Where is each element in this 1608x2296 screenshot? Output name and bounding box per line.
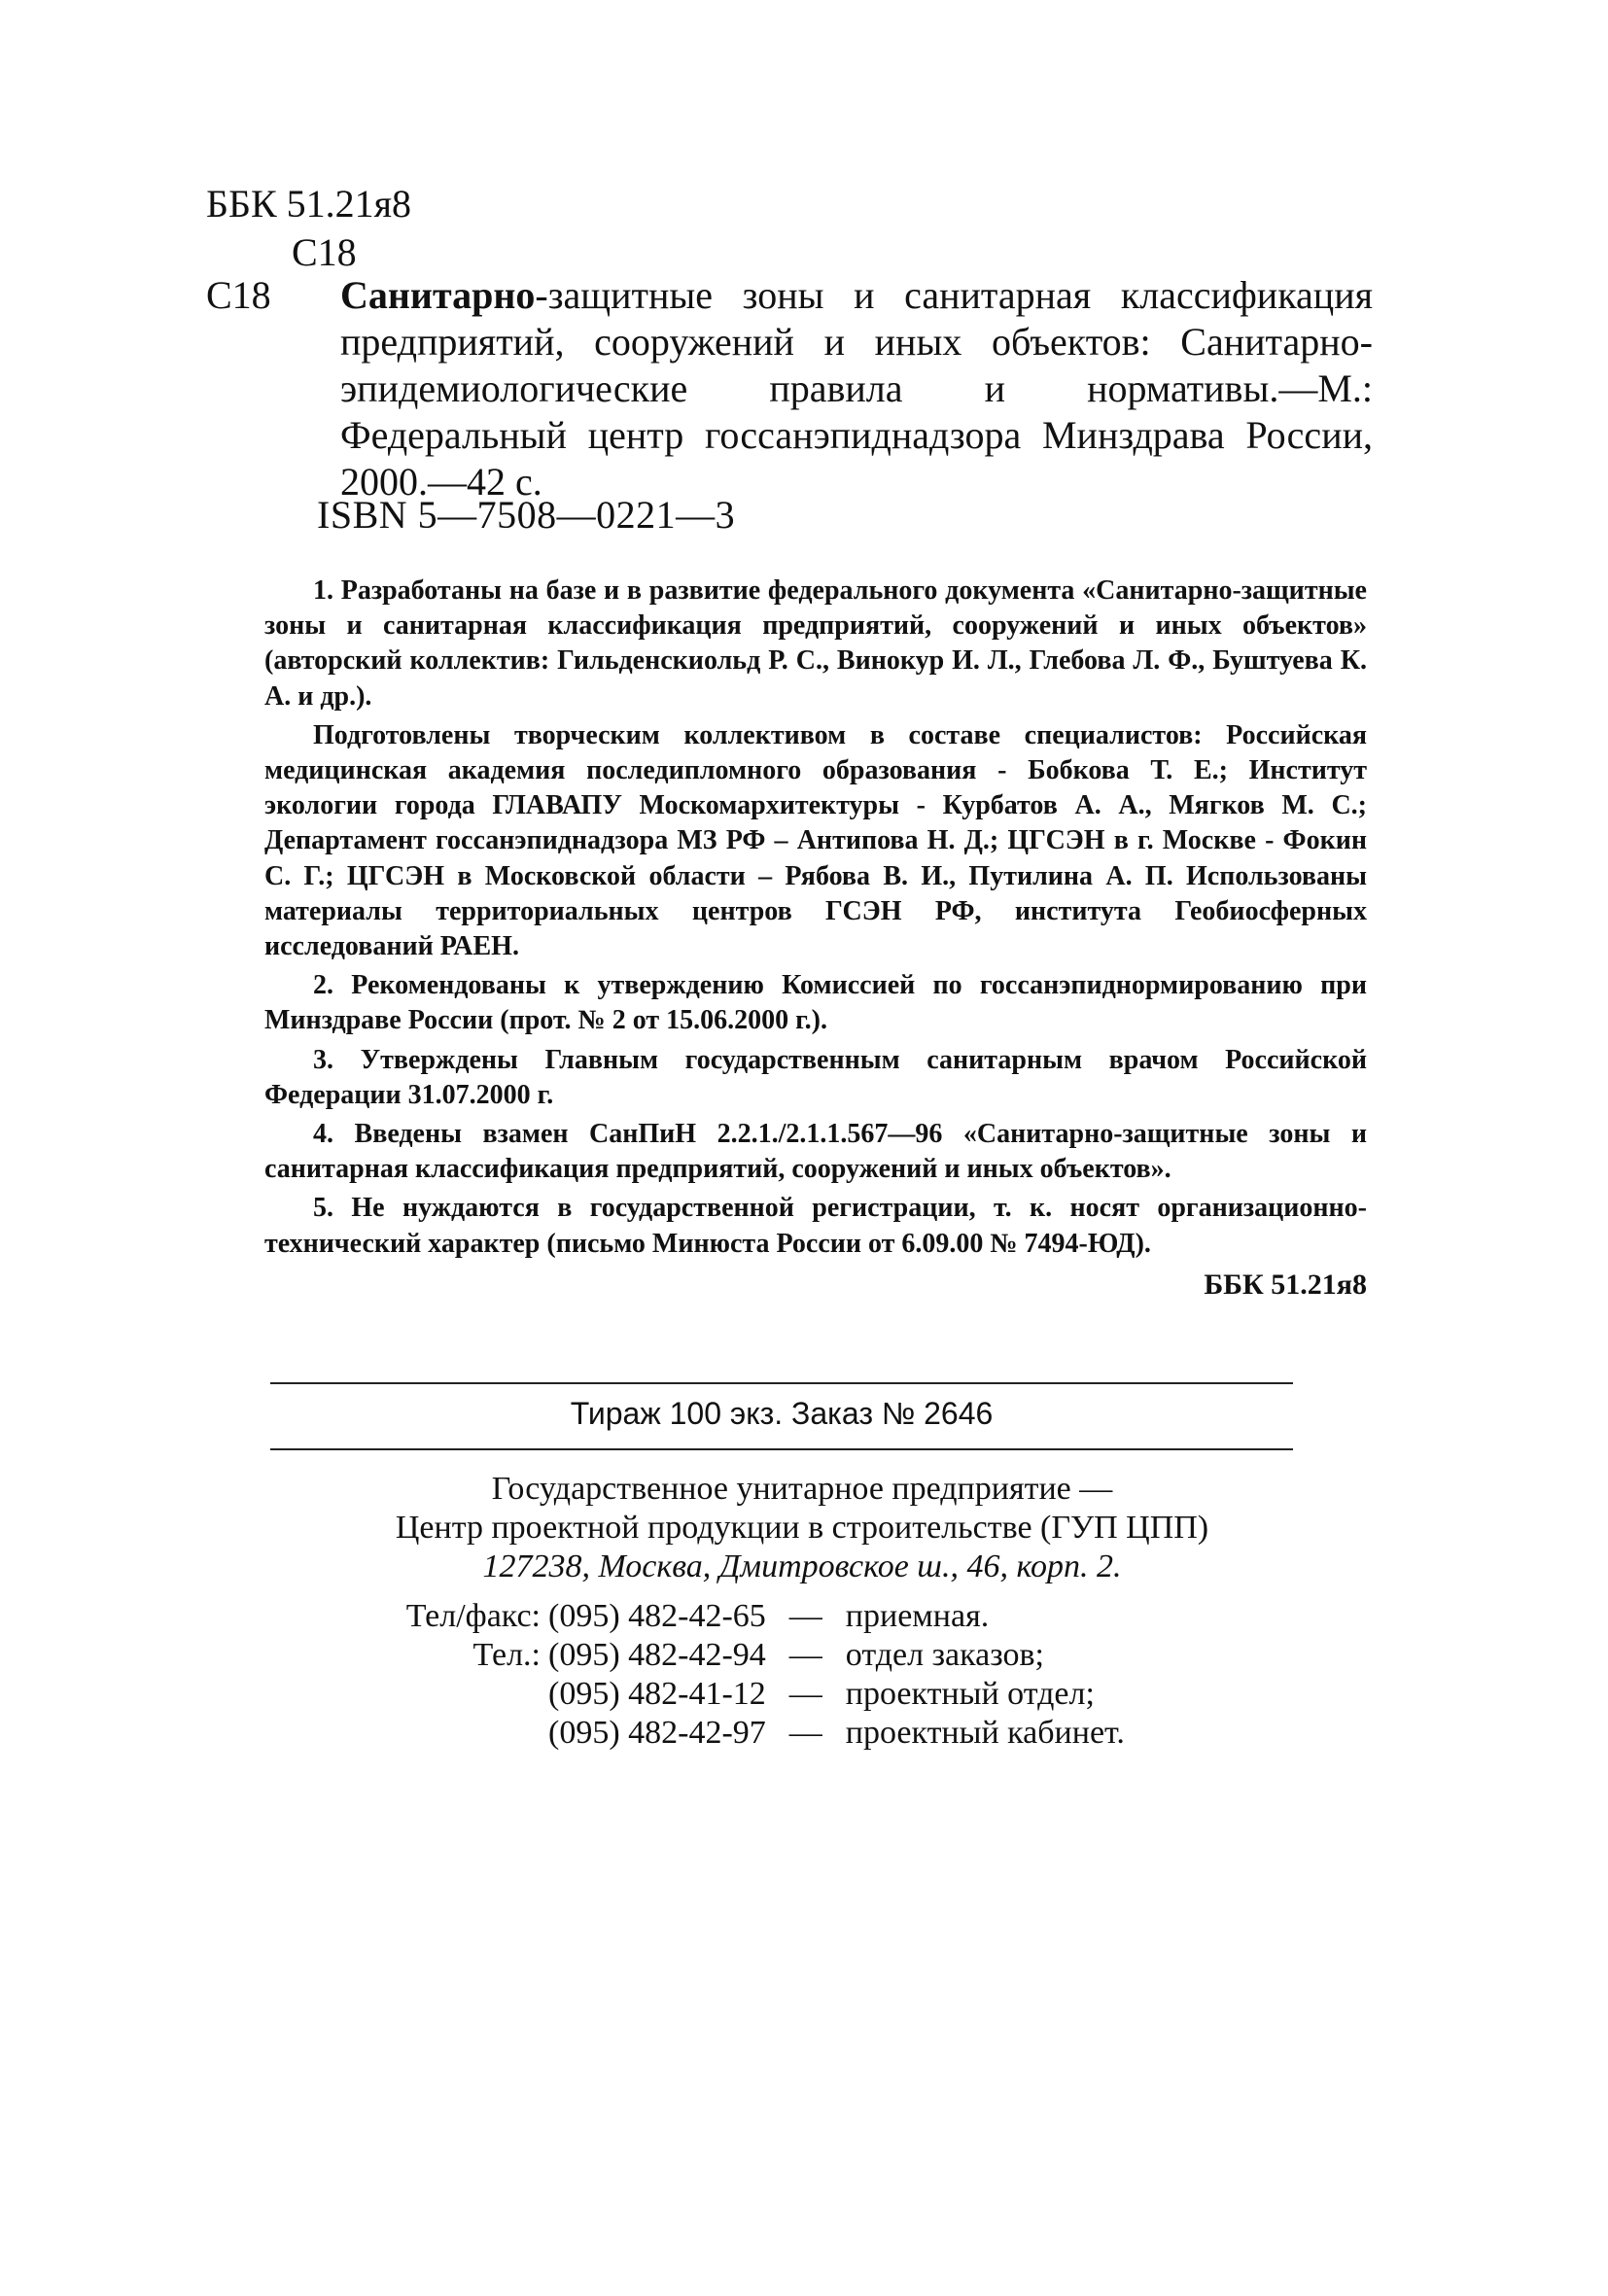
note-paragraph: 3. Утверждены Главным государственным санитарным врачом Российской Федерации 31.07.2000 г. [264, 1044, 1367, 1110]
phone-row [350, 1675, 1125, 1714]
phone-row [350, 1636, 1125, 1675]
entry-title [340, 272, 1373, 505]
phone-dash: — [788, 1637, 822, 1673]
entry-title-lead: Санитарно [340, 273, 536, 317]
phone-label [350, 1714, 548, 1753]
phone-number: (095) 482-41-12 [548, 1676, 766, 1712]
phone-label: Тел/факс: [405, 1598, 541, 1634]
note-paragraph: 1. Разработаны на базе и в развитие федерального документа «Санитарно-защитные зоны и санитарная классификация предприятий, сооружений и иных объектов» (авторский коллектив: Гильденскиольд Р. С., Винокур И. Л., Глебова Л. Ф., Буштуева К. А. и др.). [264, 575, 1367, 712]
phone-purpose: приемная. [845, 1598, 990, 1634]
publisher-address: 127238, Москва, Дмитровское ш., 46, корп. 2. [482, 1548, 1122, 1584]
phone-number: (095) 482-42-65 [548, 1598, 766, 1634]
phone-list [350, 1597, 1125, 1753]
cutter-code: С18 [292, 230, 357, 274]
print-run-order: Тираж 100 экз. Заказ № 2646 [570, 1396, 994, 1431]
publisher-line-1: Государственное унитарное предприятие — [491, 1471, 1113, 1507]
phone-dash: — [788, 1676, 822, 1712]
phone-label: Тел.: [472, 1637, 541, 1673]
phone-row [350, 1597, 1125, 1636]
bbk-code: ББК 51.21я8 [206, 182, 412, 226]
notes-block [264, 574, 1367, 1266]
divider-top [270, 1382, 1293, 1384]
phone-label [350, 1675, 548, 1714]
entry-title-rest: -защитные зоны и санитарная классификация предприятий, сооружений и иных объектов: Санитарно-эпидемиологические правила и нормативы.—М.: Федеральный центр госсанэпиднадзора Минздрава России, 2000.—42 с. [340, 273, 1373, 504]
note-paragraph: 2. Рекомендованы к утверждению Комиссией по госсанэпиднормированию при Минздраве России (прот. № 2 от 15.06.2000 г.). [264, 970, 1367, 1036]
publisher-block [194, 1470, 1410, 1586]
phone-dash: — [788, 1598, 822, 1634]
note-paragraph: 4. Введены взамен СанПиН 2.2.1./2.1.1.567—96 «Санитарно-защитные зоны и санитарная классификация предприятий, сооружений и иных объектов». [264, 1119, 1367, 1185]
phone-purpose: отдел заказов; [845, 1637, 1044, 1673]
phone-row [350, 1714, 1125, 1753]
phone-purpose: проектный отдел; [845, 1676, 1095, 1712]
note-paragraph: 5. Не нуждаются в государственной регистрации, т. к. носят организационно-технический характер (письмо Минюста России от 6.09.00 № 7494-ЮД). [264, 1193, 1367, 1259]
phone-purpose: проектный кабинет. [845, 1715, 1125, 1751]
note-paragraph: Подготовлены творческим коллективом в составе специалистов: Российская медицинская академия последипломного образования - Бобкова Т. Е.; Институт экологии города ГЛАВАПУ Москомархитектуры - Курбатов А. А., Мягков М. С.; Департамент госсанэпиднадзора МЗ РФ – Антипова Н. Д.; ЦГСЭН в г. Москве - Фокин С. Г.; ЦГСЭН в Московской области – Рябова В. И., Путилина А. П. Использованы материалы территориальных центров ГСЭН РФ, института Геобиосферных исследований РАЕН. [264, 719, 1367, 962]
phone-dash: — [788, 1715, 822, 1751]
phone-number: (095) 482-42-97 [548, 1715, 766, 1751]
isbn: ISBN 5—7508—0221—3 [317, 493, 736, 537]
divider-bottom [270, 1448, 1293, 1450]
publisher-line-2: Центр проектной продукции в строительстве (ГУП ЦПП) [395, 1510, 1209, 1546]
bbk-footer-code: ББК 51.21я8 [1204, 1269, 1367, 1301]
phone-number: (095) 482-42-94 [548, 1637, 766, 1673]
entry-mark: С18 [206, 273, 271, 317]
